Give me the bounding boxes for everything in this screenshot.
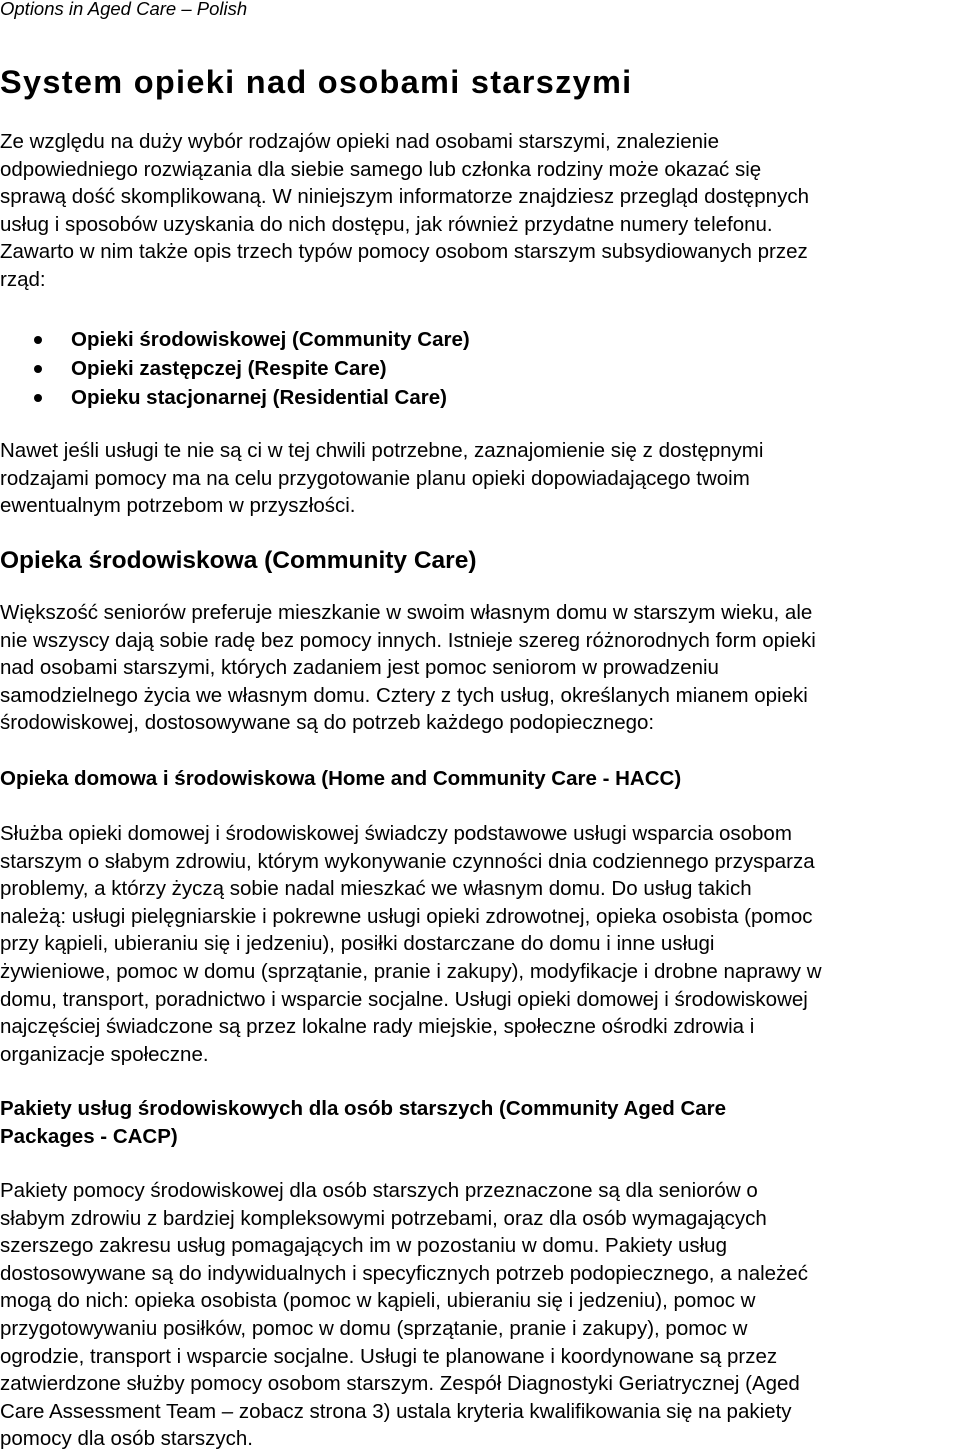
paragraph-line: samodzielnego życia we własnym domu. Cztery z tych usług, określanych mianem opieki: [0, 683, 808, 707]
paragraph-line: mogą do nich: opieka osobista (pomoc w kąpieli, ubieraniu się i jedzeniu), pomoc w: [0, 1289, 756, 1313]
paragraph-line: zatwierdzone służby pomocy osobom starszym. Zespół Diagnostyki Geriatrycznej (Aged: [0, 1372, 800, 1396]
paragraph-line: nad osobami starszymi, których zadaniem jest pomoc seniorom w prowadzeniu: [0, 656, 719, 680]
intro-line: odpowiedniego rozwiązania dla siebie samego lub członka rodziny może okazać się: [0, 157, 762, 181]
page-title: System opieki nad osobami starszymi: [0, 64, 633, 100]
paragraph-line: szerszego zakresu usług pomagających im w pozostaniu w domu. Pakiety usług: [0, 1234, 727, 1258]
paragraph-line: przy kąpieli, ubieraniu się i jedzeniu), posiłki dostarczane do domu i inne usługi: [0, 932, 715, 956]
heading-line: Pakiety usług środowiskowych dla osób starszych (Community Aged Care: [0, 1097, 727, 1120]
after-list-paragraph: [0, 437, 763, 520]
paragraph-line: pomocy dla osób starszych.: [0, 1427, 253, 1451]
paragraph-line: ewentualnym potrzebom w przyszłości.: [0, 494, 356, 518]
paragraph-line: Nawet jeśli usługi te nie są ci w tej chwili potrzebne, zaznajomienie się z dostępnymi: [0, 439, 764, 462]
paragraph-line: należą: usługi pielęgniarskie i pokrewne usługi opieki zdrowotnej, opieka osobista (pomoc: [0, 904, 813, 928]
bullet-icon: [34, 394, 42, 402]
list-item: [0, 383, 470, 412]
paragraph-line: najczęściej świadczone są przez lokalne rady miejskie, społeczne ośrodki zdrowia i: [0, 1015, 755, 1039]
list-item-label: Opieki zastępczej (Respite Care): [71, 357, 387, 380]
paragraph-line: problemy, a którzy życzą sobie nadal mieszkać we własnym domu. Do usług takich: [0, 877, 752, 901]
paragraph-line: rodzajami pomocy ma na celu przygotowanie planu opieki dopowiadającego twoim: [0, 466, 750, 490]
list-item-label: Opieki środowiskowej (Community Care): [71, 328, 470, 351]
paragraph-line: słabym zdrowiu z bardziej kompleksowymi potrzebami, oraz dla osób wymagających: [0, 1206, 767, 1230]
bullet-icon: [34, 336, 42, 344]
intro-line: sprawą dość skomplikowaną. W niniejszym informatorze znajdziesz przegląd dostępnych: [0, 185, 809, 209]
paragraph-line: starszym o słabym zdrowiu, którym wykonywanie czynności dnia codziennego przysparza: [0, 849, 815, 873]
intro-line: Ze względu na duży wybór rodzajów opieki nad osobami starszymi, znalezienie: [0, 130, 719, 153]
intro-line: rząd:: [0, 267, 46, 291]
hacc-paragraph: [0, 820, 822, 1068]
running-header: Options in Aged Care – Polish: [0, 0, 248, 19]
paragraph-line: żywieniowe, pomoc w domu (sprzątanie, pranie i zakupy), modyfikacje i drobne naprawy w: [0, 959, 822, 983]
care-types-list: [0, 325, 470, 412]
paragraph-line: organizacje społeczne.: [0, 1042, 209, 1066]
heading-line: Packages - CACP): [0, 1124, 178, 1148]
paragraph-line: Care Assessment Team – zobacz strona 3) ustala kryteria kwalifikowania się na pakiety: [0, 1399, 792, 1423]
paragraph-line: dostosowywane są do indywidualnych i specyficznych potrzeb podopiecznego, a należeć: [0, 1261, 808, 1285]
bullet-icon: [34, 365, 42, 373]
intro-line: usług i sposobów uzyskania do nich dostępu, jak również przydatne numery telefonu.: [0, 212, 773, 236]
community-care-paragraph: [0, 599, 816, 737]
paragraph-line: środowiskowej, dostosowywane są do potrzeb każdego podopiecznego:: [0, 711, 655, 735]
community-care-heading: Opieka środowiskowa (Community Care): [0, 547, 477, 574]
paragraph-line: ogrodzie, transport i wsparcie socjalne. Usługi te planowane i koordynowane są przez: [0, 1344, 778, 1368]
heading-line: Opieka domowa i środowiskowa (Home and Community Care - HACC): [0, 767, 682, 790]
paragraph-line: przygotowywaniu posiłków, pomoc w domu (sprzątanie, pranie i zakupy), pomoc w: [0, 1316, 748, 1340]
list-item: [0, 354, 470, 383]
paragraph-line: nie wszyscy dają sobie radę bez pomocy innych. Istnieje szereg różnorodnych form opieki: [0, 628, 816, 652]
intro-paragraph: [0, 128, 809, 294]
hacc-heading: [0, 765, 681, 793]
list-item: [0, 325, 470, 354]
paragraph-line: domu, transport, poradnictwo i wsparcie socjalne. Usługi opieki domowej i środowiskowej: [0, 987, 808, 1011]
list-item-label: Opieku stacjonarnej (Residential Care): [71, 386, 447, 409]
cacp-heading: [0, 1095, 726, 1150]
paragraph-line: Pakiety pomocy środowiskowej dla osób starszych przeznaczone są dla seniorów o: [0, 1179, 758, 1202]
paragraph-line: Służba opieki domowej i środowiskowej świadczy podstawowe usługi wsparcia osobom: [0, 822, 792, 845]
intro-line: Zawarto w nim także opis trzech typów pomocy osobom starszym subsydiowanych przez: [0, 240, 808, 264]
paragraph-line: Większość seniorów preferuje mieszkanie w swoim własnym domu w starszym wieku, ale: [0, 601, 813, 624]
cacp-paragraph: [0, 1177, 808, 1453]
